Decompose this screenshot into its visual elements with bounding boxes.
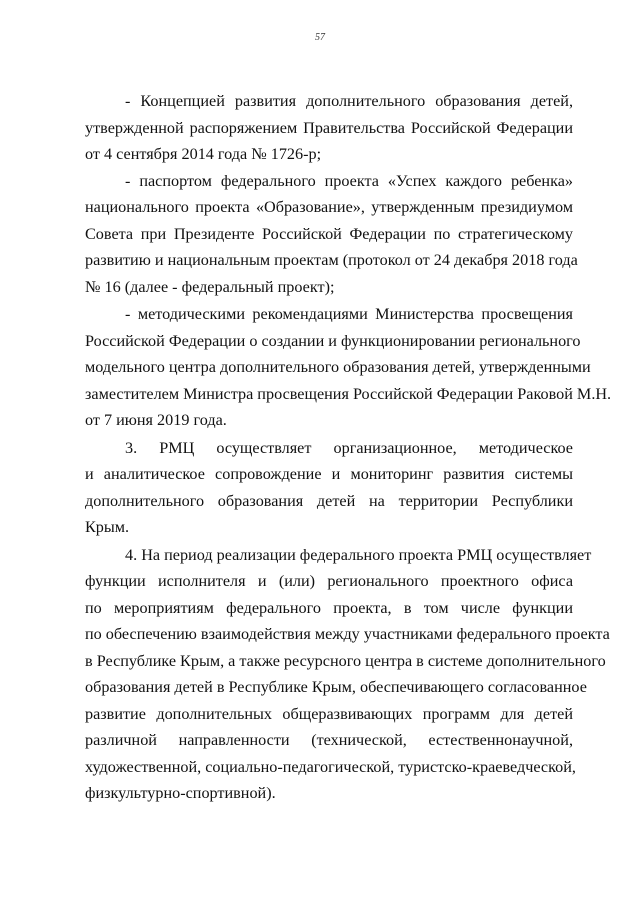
text-line: художественной, социально-педагогической, туристско-краеведческой, (85, 757, 576, 776)
text-line: национального проекта «Образование», утвержденным президиумом (85, 198, 573, 216)
page-number: 57 (315, 32, 325, 43)
paragraph-concept (85, 88, 573, 168)
text-line: № 16 (далее - федеральный проект); (85, 277, 335, 296)
text-line: 3. РМЦ осуществляет организационное, методическое (125, 438, 573, 457)
text-line: и аналитическое сопровождение и мониторинг развития системы (85, 465, 573, 483)
text-line: дополнительного образования детей на территории Республики (85, 491, 573, 510)
paragraph-item-3 (85, 435, 573, 541)
paragraph-item-4 (85, 542, 610, 807)
text-line: по мероприятиям федерального проекта, в том числе функции (85, 598, 573, 617)
text-line: заместителем Министра просвещения Российской Федерации Раковой М.Н. (85, 384, 612, 403)
text-line: Российской Федерации о создании и функционировании регионального (85, 331, 581, 350)
text-line: Совета при Президенте Российской Федерации по стратегическому (85, 224, 573, 243)
text-line: развитие дополнительных общеразвивающих программ для детей (85, 704, 573, 723)
text-line: от 7 июня 2019 года. (85, 411, 227, 429)
text-line: - паспортом федерального проекта «Успех каждого ребенка» (125, 171, 573, 190)
text-line: от 4 сентября 2014 года № 1726-р; (85, 145, 322, 163)
text-line: 4. На период реализации федерального проекта РМЦ осуществляет (125, 545, 592, 564)
text-line: физкультурно-спортивной). (85, 784, 276, 802)
paragraph-recommendations (85, 301, 612, 434)
text-line: модельного центра дополнительного образования детей, утвержденными (85, 358, 591, 376)
text-line: в Республике Крым, а также ресурсного центра в системе дополнительного (85, 651, 606, 670)
text-line: развитию и национальным проектам (протокол от 24 декабря 2018 года (85, 251, 578, 269)
text-line: - Концепцией развития дополнительного образования детей, (125, 92, 573, 110)
text-line: по обеспечению взаимодействия между участниками федерального проекта (85, 625, 610, 643)
text-line: функции исполнителя и (или) регионального проектного офиса (85, 572, 573, 590)
text-line: Крым. (85, 518, 130, 536)
text-line: утвержденной распоряжением Правительства Российской Федерации (85, 118, 573, 137)
text-line: образования детей в Республике Крым, обеспечивающего согласованное (85, 678, 587, 696)
paragraph-passport (85, 168, 578, 301)
text-line: различной направленности (технической, естественнонаучной, (85, 731, 573, 749)
document-body (85, 88, 612, 807)
text-line: - методическими рекомендациями Министерства просвещения (125, 305, 573, 323)
